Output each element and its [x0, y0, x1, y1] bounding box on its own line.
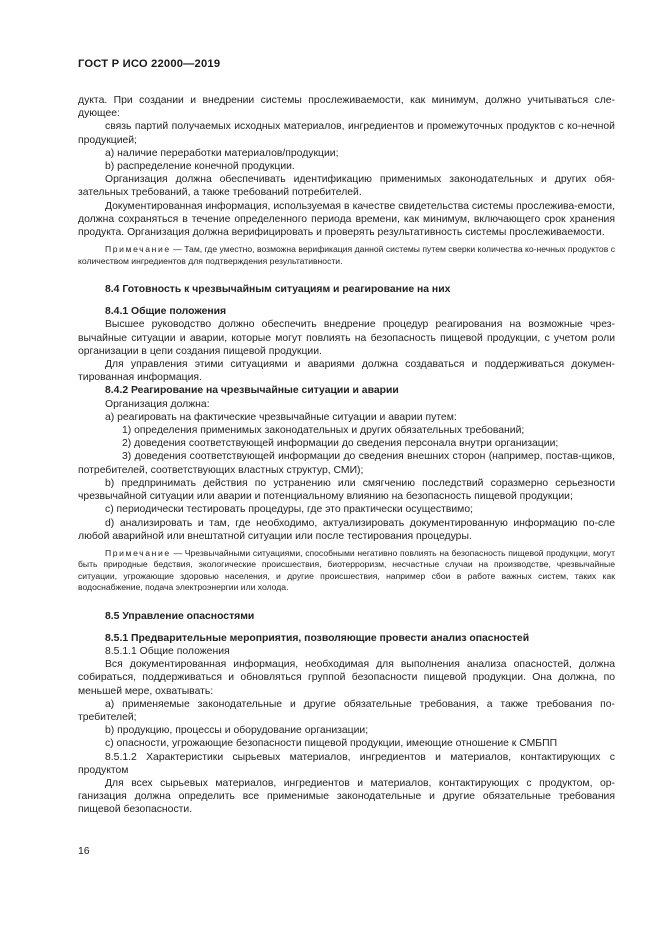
section-heading: 8.4.2 Реагирование на чрезвычайные ситуации и аварии: [105, 385, 399, 397]
body-paragraph: Вся документированная информация, необходимая для выполнения анализа опасностей, должна собираться, поддерживаться и обновляться группой безопасности пищевой продукции. Она должна, по меньшей мере, охватывать:: [78, 659, 615, 697]
body-paragraph: b) распределение конечной продукции.: [105, 161, 295, 173]
body-paragraph: 2) доведения соответствующей информации до сведения персонала внутри организации;: [122, 438, 559, 450]
page-header-standard-title: ГОСТ Р ИСО 22000—2019: [78, 58, 221, 70]
spacer: [78, 296, 615, 305]
body-paragraph: c) периодически тестировать процедуры, где это практически осуществимо;: [105, 504, 473, 516]
body-paragraph: Для всех сырьевых материалов, ингредиентов и материалов, контактирующих с продуктом, ор-ганизация должна определить все применимые законодательные и другие обязательные требования пищевой безопасности.: [78, 777, 615, 816]
note-paragraph: [78, 548, 615, 594]
body-paragraph: а) применяемые законодательные и другие обязательные требования, а также требования по-требителей;: [78, 698, 615, 723]
body-paragraph: Высшее руководство должно обеспечить внедрение процедур реагирования на возможные чрез-вычайные ситуации и аварии, которые могут повлиять на безопасность пищевой продукции, с учетом роли организации в цепи создания пищевой продукции.: [78, 319, 615, 357]
body-paragraph: d) анализировать и там, где необходимо, актуализировать документированную информацию по-сле любой аварийной или внештатной ситуации или после тестирования процедуры.: [78, 517, 615, 542]
body-paragraph: Организация должна:: [105, 398, 210, 410]
section-heading: 8.5 Управление опасностями: [105, 610, 255, 622]
note-label: Примечание: [105, 244, 171, 255]
body-paragraph: Организация должна обеспечивать идентификацию применимых законодательных и других обя-зательных требований, а также требований потребителей.: [78, 174, 615, 199]
body-paragraph: дукта. При создании и внедрении системы прослеживаемости, как минимум, должно учитываться сле-дующее:: [78, 95, 615, 120]
body-paragraph: а) наличие переработки материалов/продукции;: [105, 147, 339, 159]
note-text: — Там, где уместно, возможна верификация данной системы путем сверки количества ко-нечных продуктов с количеством ингредиентов для подтверждения результативности.: [78, 244, 615, 266]
body-paragraph: 8.5.1.1 Общие положения: [105, 645, 230, 657]
section-heading: 8.4.1 Общие положения: [105, 306, 227, 318]
body-paragraph: 3) доведения соответствующей информации до сведения внешних сторон (например, постав-щиков, потребителей, соответствующих властных структур, СМИ);: [78, 451, 615, 476]
body-paragraph: Документированная информация, используемая в качестве свидетельства системы прослежива-емости, должна сохраняться в течение определенного периода времени, как минимум, включающего срок хранения продукта. Организация должна верифицировать и проверять результативность системы прослеживаемости.: [78, 200, 615, 239]
body-paragraph: 8.5.1.2 Характеристики сырьевых материалов, ингредиентов и материалов, контактирующих с продуктом: [78, 751, 615, 776]
body-paragraph: а) реагировать на фактические чрезвычайные ситуации и аварии путем:: [105, 411, 457, 423]
body-paragraph: b) предпринимать действия по устранению или смягчению последствий соразмерно серьезности чрезвычайной ситуации или аварии и потенциальному влиянию на безопасность пищевой продукции;: [78, 477, 615, 503]
spacer: [78, 267, 615, 283]
page-number: 16: [78, 846, 90, 857]
note-label: Примечание: [105, 547, 171, 558]
body-paragraph: b) продукцию, процессы и оборудование организации;: [105, 725, 369, 737]
body-paragraph: c) опасности, угрожающие безопасности пищевой продукции, имеющие отношение к СМБПП: [105, 738, 558, 750]
body-paragraph: Для управления этими ситуациями и авариями должна создаваться и поддерживаться докумен-тированная информация.: [78, 359, 615, 384]
note-text: — Чрезвычайными ситуациями, способными негативно повлиять на безопасность пищевой продукции, могут быть природные бедствия, экологические происшествия, биотерроризм, несчастные случаи на производстве, чрезвычайные ситуации, угрожающие здоровью населения, и другие происшествия, например сбои в работе важных систем, таких как водоснабжение, подача электроэнергии или холода.: [78, 547, 615, 593]
page-body: [78, 94, 615, 817]
section-heading: 8.4 Готовность к чрезвычайным ситуациям и реагирование на них: [105, 284, 451, 296]
section-heading: 8.5.1 Предварительные мероприятия, позволяющие провести анализ опасностей: [105, 632, 530, 644]
note-paragraph: [78, 244, 615, 267]
body-paragraph: связь партий получаемых исходных материалов, ингредиентов и промежуточных продуктов с ко-нечной продукцией;: [78, 121, 615, 146]
body-paragraph: 1) определения применимых законодательных и других обязательных требований;: [122, 425, 525, 437]
spacer: [78, 623, 615, 632]
spacer: [78, 594, 615, 610]
